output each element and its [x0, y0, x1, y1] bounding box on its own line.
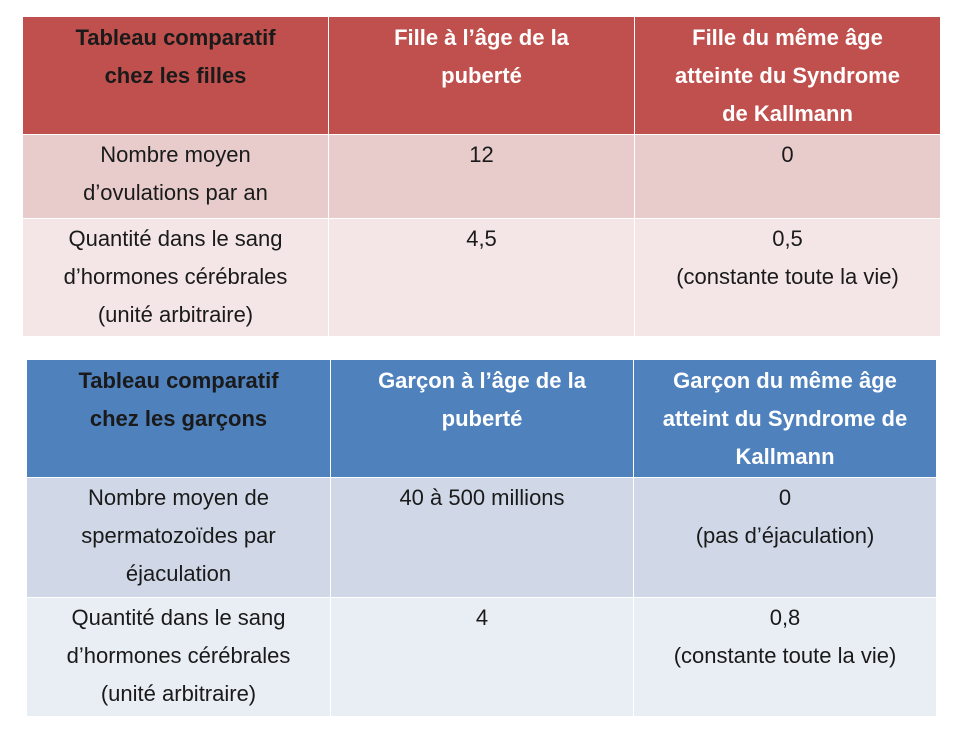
header-text: de Kallmann [722, 101, 853, 126]
cell-text: spermatozoïdes par [81, 523, 276, 548]
cell-text: 0,8 [769, 605, 801, 630]
cell-text: d’ovulations par an [83, 180, 268, 205]
header-cell-title [27, 360, 331, 478]
header-cell-puberty-boy [331, 360, 634, 478]
header-text: atteinte du Syndrome [675, 63, 900, 88]
value-cell [329, 219, 635, 337]
value-cell [331, 478, 634, 598]
cell-text: 0 [781, 142, 794, 167]
cell-text: 40 à 500 millions [399, 485, 565, 510]
header-cell-puberty-girl [329, 17, 635, 135]
boys-comparison-table [26, 359, 937, 717]
table-row [27, 478, 937, 598]
value-cell [635, 219, 941, 337]
cell-text: (constante toute la vie) [676, 264, 899, 289]
header-text: puberté [441, 406, 523, 431]
table-header-row [27, 360, 937, 478]
cell-text: 4 [475, 605, 489, 630]
cell-text: 12 [469, 142, 494, 167]
table-header-row [23, 17, 941, 135]
table-row [27, 598, 937, 717]
girls-comparison-table [22, 16, 941, 337]
table-row [23, 219, 941, 337]
value-cell [331, 598, 634, 717]
header-text: Garçon du même âge [673, 368, 897, 393]
header-text: Kallmann [735, 444, 835, 469]
table-row [23, 135, 941, 219]
row-label-cell [27, 478, 331, 598]
header-cell-kallmann-girl [635, 17, 941, 135]
cell-text: Quantité dans le sang [68, 226, 283, 251]
value-cell [635, 135, 941, 219]
cell-text: Quantité dans le sang [71, 605, 286, 630]
header-text: Fille du même âge [692, 25, 883, 50]
cell-text: 4,5 [466, 226, 497, 251]
header-cell-kallmann-boy [634, 360, 937, 478]
cell-text: (unité arbitraire) [100, 681, 257, 706]
cell-text: 0 [778, 485, 792, 510]
header-text: puberté [441, 63, 522, 88]
header-cell-title [23, 17, 329, 135]
cell-text: d’hormones cérébrales [66, 643, 291, 668]
header-text: chez les filles [104, 63, 247, 88]
header-text: Fille à l’âge de la [394, 25, 569, 50]
cell-text: 0,5 [772, 226, 803, 251]
cell-text: (constante toute la vie) [673, 643, 897, 668]
header-text: Tableau comparatif [75, 25, 276, 50]
cell-text: d’hormones cérébrales [63, 264, 288, 289]
row-label-cell [23, 135, 329, 219]
cell-text: Nombre moyen de [88, 485, 269, 510]
cell-text: (pas d’éjaculation) [695, 523, 875, 548]
header-text: Tableau comparatif [78, 368, 279, 393]
cell-text: Nombre moyen [100, 142, 251, 167]
value-cell [634, 598, 937, 717]
header-text: chez les garçons [89, 406, 268, 431]
cell-text: éjaculation [125, 561, 232, 586]
value-cell [329, 135, 635, 219]
value-cell [634, 478, 937, 598]
cell-text: (unité arbitraire) [97, 302, 254, 327]
header-text: atteint du Syndrome de [662, 406, 908, 431]
row-label-cell [27, 598, 331, 717]
row-label-cell [23, 219, 329, 337]
header-text: Garçon à l’âge de la [378, 368, 586, 393]
